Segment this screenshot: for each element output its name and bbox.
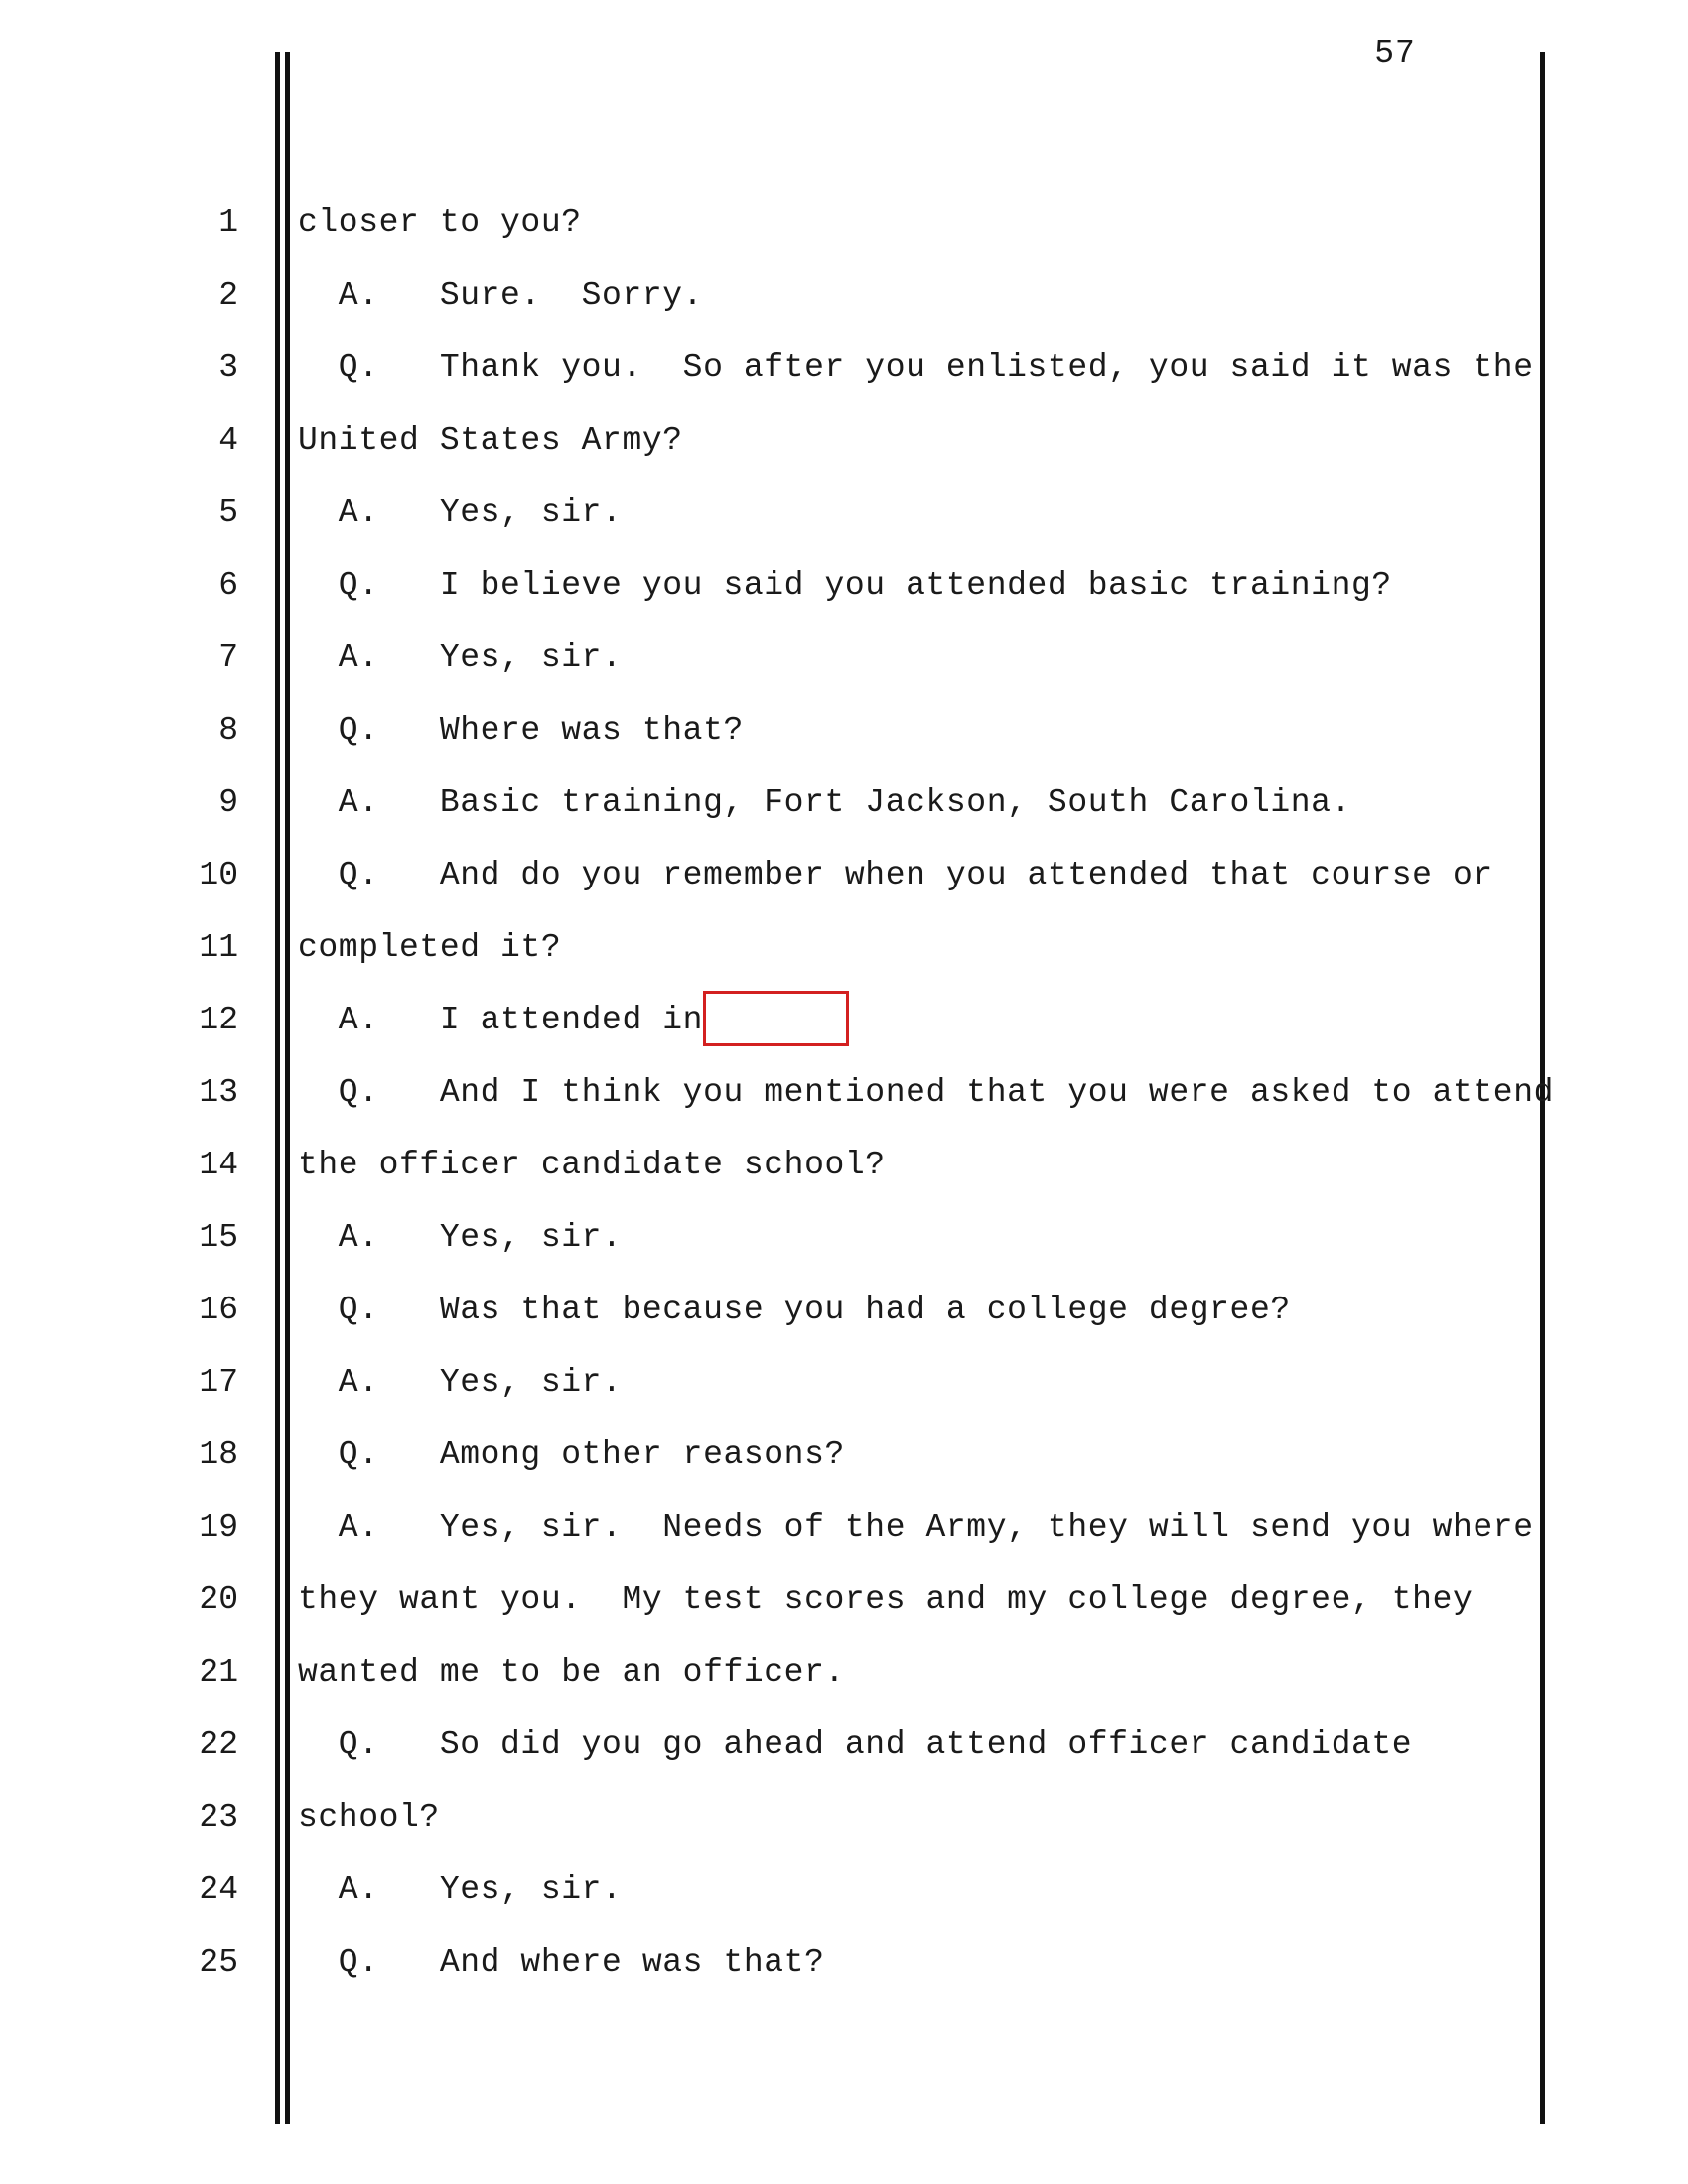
transcript-line [0,1146,1688,1219]
line-number: 22 [199,1726,238,1763]
transcript-line [0,1218,1688,1292]
line-text: they want you. My test scores and my college degree, they [298,1581,1474,1618]
line-number: 8 [218,712,238,749]
page-number: 57 [1374,35,1416,71]
line-text: Q. Where was that? [298,712,744,749]
line-number: 18 [199,1436,238,1473]
line-number: 1 [218,205,238,241]
line-text: the officer candidate school? [298,1147,886,1183]
line-text: Q. I believe you said you attended basic training? [298,567,1392,604]
line-text: completed it? [298,929,562,966]
line-number: 16 [199,1292,238,1328]
transcript-line [0,566,1688,639]
line-number: 17 [199,1364,238,1401]
line-number: 21 [199,1654,238,1691]
line-text: A. I attended in [298,1002,704,1038]
line-number: 14 [199,1147,238,1183]
transcript-line [0,276,1688,349]
line-text: A. Sure. Sorry. [298,277,704,314]
line-number: 20 [199,1581,238,1618]
transcript-line [0,1435,1688,1509]
line-number: 7 [218,639,238,676]
transcript-line [0,421,1688,494]
line-text: A. Yes, sir. [298,1219,623,1256]
line-text: Q. And I think you mentioned that you were asked to attend [298,1074,1554,1111]
line-number: 23 [199,1799,238,1836]
line-number: 25 [199,1944,238,1980]
transcript-line [0,1653,1688,1726]
line-number: 15 [199,1219,238,1256]
transcript-line [0,1798,1688,1871]
transcript-line [0,1943,1688,2016]
line-text: United States Army? [298,422,683,459]
line-text: wanted me to be an officer. [298,1654,845,1691]
line-text: Q. So did you go ahead and attend officer candidate [298,1726,1413,1763]
transcript-line [0,493,1688,567]
line-text: A. Yes, sir. [298,639,623,676]
line-text: A. Yes, sir. [298,1364,623,1401]
line-number: 12 [199,1002,238,1038]
redaction-box [703,991,849,1046]
transcript-line [0,1291,1688,1364]
line-text: Q. Thank you. So after you enlisted, you said it was the [298,349,1534,386]
line-text: closer to you? [298,205,582,241]
transcript-line [0,348,1688,422]
transcript-line [0,1725,1688,1799]
transcript-line [0,1870,1688,1944]
line-number: 5 [218,494,238,531]
line-number: 13 [199,1074,238,1111]
line-text: A. Yes, sir. [298,1871,623,1908]
line-number: 4 [218,422,238,459]
line-text: Q. And where was that? [298,1944,825,1980]
line-text: Q. Among other reasons? [298,1436,845,1473]
transcript-line [0,856,1688,929]
transcript-line [0,1508,1688,1581]
line-number: 19 [199,1509,238,1546]
transcript-line [0,711,1688,784]
line-text: A. Basic training, Fort Jackson, South Carolina. [298,784,1351,821]
transcript-line [0,783,1688,857]
line-text: A. Yes, sir. [298,494,623,531]
line-text: school? [298,1799,440,1836]
transcript-line [0,1073,1688,1147]
line-text: Q. And do you remember when you attended that course or [298,857,1493,893]
line-number: 24 [199,1871,238,1908]
line-number: 3 [218,349,238,386]
transcript-line [0,638,1688,712]
line-number: 10 [199,857,238,893]
line-number: 6 [218,567,238,604]
line-number: 2 [218,277,238,314]
line-text: Q. Was that because you had a college degree? [298,1292,1291,1328]
transcript-line [0,1580,1688,1654]
transcript-line [0,1363,1688,1436]
line-number: 11 [199,929,238,966]
line-number: 9 [218,784,238,821]
transcript-line [0,204,1688,277]
line-text: A. Yes, sir. Needs of the Army, they will send you where [298,1509,1534,1546]
